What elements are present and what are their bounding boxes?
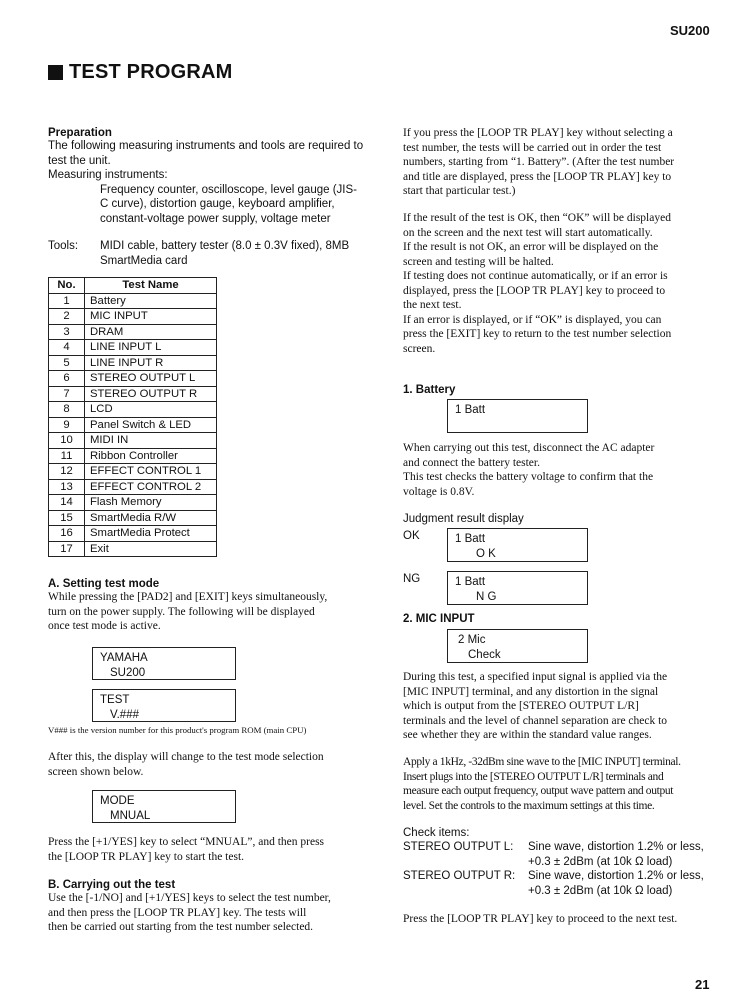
section-b-line: Use the [-1/NO] and [+1/YES] keys to select the test number, xyxy=(48,892,331,904)
section-a-text xyxy=(48,590,368,634)
test-name-cell: Exit xyxy=(85,541,217,557)
section-a-line: While pressing the [PAD2] and [EXIT] keys simultaneously, xyxy=(48,591,328,603)
lcd-display-mode xyxy=(92,790,236,823)
test-number-cell: 17 xyxy=(49,541,85,557)
column-header-test-name: Test Name xyxy=(85,278,217,294)
mic-line: Insert plugs into the [STEREO OUTPUT L/R] terminals and xyxy=(403,770,664,783)
table-row xyxy=(49,324,217,340)
test-number-cell: 14 xyxy=(49,495,85,511)
judgment-label: Judgment result display xyxy=(403,513,524,525)
table-row xyxy=(49,448,217,464)
version-note: V### is the version number for this product's program ROM (main CPU) xyxy=(48,725,307,735)
instruments-line: constant-voltage power supply, voltage meter xyxy=(100,212,331,225)
section-a-after-line: screen shown below. xyxy=(48,765,144,778)
mic-input-final: Press the [LOOP TR PLAY] key to proceed to the next test. xyxy=(403,913,678,925)
section-b xyxy=(48,879,368,935)
table-row xyxy=(49,526,217,542)
check-item-label: STEREO OUTPUT R: xyxy=(403,870,516,882)
lcd-line: SU200 xyxy=(110,666,146,679)
table-row xyxy=(49,293,217,309)
lcd-line: MODE xyxy=(100,795,135,807)
mic-input-heading: 2. MIC INPUT xyxy=(403,613,475,625)
preparation-line: The following measuring instruments and tools are required to xyxy=(48,140,364,152)
lcd-line: V.### xyxy=(110,708,139,721)
intro-line: start that particular test.) xyxy=(403,185,516,197)
test-number-cell: 9 xyxy=(49,417,85,433)
tools-line: MIDI cable, battery tester (8.0 ± 0.3V fixed), 8MB xyxy=(100,240,350,252)
test-name-cell: EFFECT CONTROL 1 xyxy=(85,464,217,480)
test-name-cell: EFFECT CONTROL 2 xyxy=(85,479,217,495)
instruments-line: C curve), distortion gauge, keyboard amplifier, xyxy=(100,198,335,210)
test-number-cell: 1 xyxy=(49,293,85,309)
check-item-line: Sine wave, distortion 1.2% or less, xyxy=(528,841,704,853)
table-row xyxy=(49,417,217,433)
page-title-text: TEST PROGRAM xyxy=(69,61,233,83)
test-name-cell: Ribbon Controller xyxy=(85,448,217,464)
lcd-display-ng xyxy=(447,571,588,605)
battery-text xyxy=(403,441,715,499)
test-name-cell: LINE INPUT L xyxy=(85,340,217,356)
check-item-label: STEREO OUTPUT L: xyxy=(403,841,514,853)
test-number-cell: 6 xyxy=(49,371,85,387)
lcd-line: 1 Batt xyxy=(455,533,486,545)
section-a-after-line: After this, the display will change to the test mode selection xyxy=(48,751,324,763)
section-b-line: then be carried out starting from the test number selected. xyxy=(48,921,314,933)
mic-input-paragraph-1 xyxy=(403,670,715,743)
intro-line: screen and testing will be halted. xyxy=(403,255,554,268)
test-number-cell: 11 xyxy=(49,448,85,464)
test-number-cell: 13 xyxy=(49,479,85,495)
preparation-text xyxy=(48,139,368,183)
test-number-cell: 3 xyxy=(49,324,85,340)
lcd-display-battery xyxy=(447,399,588,433)
section-a-press-line: the [LOOP TR PLAY] key to start the test. xyxy=(48,850,245,863)
instruments-line: Frequency counter, oscilloscope, level gauge (JIS- xyxy=(100,183,357,196)
check-item xyxy=(403,869,723,898)
test-table-wrap xyxy=(48,277,217,557)
intro-line: If an error is displayed, or if “OK” is displayed, you can xyxy=(403,313,662,326)
tools-label: Tools: xyxy=(48,240,79,252)
check-item-line: +0.3 ± 2dBm (at 10k Ω load) xyxy=(528,884,673,897)
test-name-cell: SmartMedia Protect xyxy=(85,526,217,542)
check-item-line: Sine wave, distortion 1.2% or less, xyxy=(528,870,704,882)
test-number-cell: 16 xyxy=(49,526,85,542)
test-number-cell: 2 xyxy=(49,309,85,325)
table-row xyxy=(49,479,217,495)
mic-line: see whether they are within the standard value ranges. xyxy=(403,729,652,741)
intro-line: the next test. xyxy=(403,299,462,311)
test-name-cell: Flash Memory xyxy=(85,495,217,511)
intro-line: press the [EXIT] key to return to the test number selection xyxy=(403,328,672,340)
test-name-cell: LINE INPUT R xyxy=(85,355,217,371)
tools-text xyxy=(100,239,349,268)
section-b-heading: B. Carrying out the test xyxy=(48,879,176,891)
section-a-press-line: Press the [+1/YES] key to select “MNUAL”, and then press xyxy=(48,836,325,848)
mic-line: During this test, a specified input signal is applied via the xyxy=(403,671,668,683)
test-number-cell: 10 xyxy=(49,433,85,449)
lcd-display-yamaha xyxy=(92,647,236,680)
mic-line: terminals and the level of channel separation are check to xyxy=(403,714,668,727)
test-name-cell: STEREO OUTPUT R xyxy=(85,386,217,402)
test-number-cell: 12 xyxy=(49,464,85,480)
preparation-heading: Preparation xyxy=(48,127,112,139)
mic-line: [MIC INPUT] terminal, and any distortion in the signal xyxy=(403,685,659,698)
mic-line: Apply a 1kHz, -32dBm sine wave to the [MIC INPUT] terminal. xyxy=(403,756,681,768)
table-row xyxy=(49,541,217,557)
battery-line: voltage is 0.8V. xyxy=(403,485,475,498)
test-name-cell: MIC INPUT xyxy=(85,309,217,325)
lcd-display-test xyxy=(92,689,236,722)
lcd-line: TEST xyxy=(100,694,130,706)
check-item-values xyxy=(528,869,704,898)
lcd-line: 2 Mic xyxy=(458,634,486,646)
preparation-line: Measuring instruments: xyxy=(48,169,168,181)
test-number-cell: 15 xyxy=(49,510,85,526)
column-header-no: No. xyxy=(49,278,85,294)
intro-line: screen. xyxy=(403,342,436,355)
table-row xyxy=(49,309,217,325)
check-items-list xyxy=(403,840,723,898)
intro-line: If the result is not OK, an error will be displayed on the xyxy=(403,241,659,253)
check-items-label: Check items: xyxy=(403,827,470,839)
section-b-line: and then press the [LOOP TR PLAY] key. The tests will xyxy=(48,906,307,919)
section-a-heading: A. Setting test mode xyxy=(48,578,160,590)
test-name-cell: DRAM xyxy=(85,324,217,340)
lcd-line: YAMAHA xyxy=(100,652,148,664)
test-name-cell: STEREO OUTPUT L xyxy=(85,371,217,387)
intro-paragraph-1 xyxy=(403,126,715,199)
preparation-line: test the unit. xyxy=(48,154,111,167)
test-number-cell: 8 xyxy=(49,402,85,418)
intro-line: test number, the tests will be carried out in order the test xyxy=(403,141,662,154)
section-a xyxy=(48,578,368,634)
lcd-display-mic xyxy=(447,629,588,663)
lcd-line: 1 Batt xyxy=(455,576,486,588)
table-row xyxy=(49,386,217,402)
section-a-press-text xyxy=(48,835,368,864)
test-name-cell: Battery xyxy=(85,293,217,309)
lcd-line: O K xyxy=(476,547,496,560)
table-header-row xyxy=(49,278,217,294)
battery-line: This test checks the battery voltage to confirm that the xyxy=(403,471,654,483)
intro-line: on the screen and the next test will start automatically. xyxy=(403,226,653,239)
table-row xyxy=(49,371,217,387)
tools-line: SmartMedia card xyxy=(100,254,188,267)
intro-line: If you press the [LOOP TR PLAY] key without selecting a xyxy=(403,127,673,139)
table-row xyxy=(49,464,217,480)
intro-line: If testing does not continue automatically, or if an error is xyxy=(403,270,668,282)
lcd-line: Check xyxy=(468,648,501,661)
test-table xyxy=(48,277,217,557)
page-number: 21 xyxy=(695,977,710,992)
intro-line: numbers, starting from “1. Battery”. (After the test number xyxy=(403,156,675,168)
test-number-cell: 7 xyxy=(49,386,85,402)
battery-heading: 1. Battery xyxy=(403,384,456,396)
table-row xyxy=(49,355,217,371)
page-title xyxy=(48,61,233,84)
battery-line: and connect the battery tester. xyxy=(403,456,540,469)
mic-line: which is output from the [STEREO OUTPUT L/R] xyxy=(403,700,639,712)
mic-line: measure each output frequency, output wave pattern and output xyxy=(403,785,674,797)
intro-line: and title are displayed, press the [LOOP TR PLAY] key to xyxy=(403,170,672,183)
mic-line: level. Set the controls to the maximum settings at this time. xyxy=(403,799,655,812)
test-name-cell: SmartMedia R/W xyxy=(85,510,217,526)
lcd-line: N G xyxy=(476,590,497,603)
test-name-cell: Panel Switch & LED xyxy=(85,417,217,433)
test-number-cell: 5 xyxy=(49,355,85,371)
intro-line: displayed, press the [LOOP TR PLAY] key to proceed to xyxy=(403,284,666,297)
check-item-values xyxy=(528,840,704,869)
table-row xyxy=(49,510,217,526)
test-number-cell: 4 xyxy=(49,340,85,356)
table-row xyxy=(49,495,217,511)
lcd-line: MNUAL xyxy=(110,809,151,822)
table-row xyxy=(49,402,217,418)
battery-line: When carrying out this test, disconnect the AC adapter xyxy=(403,442,655,454)
table-row xyxy=(49,433,217,449)
ok-label: OK xyxy=(403,530,420,542)
ng-label: NG xyxy=(403,573,421,585)
test-name-cell: LCD xyxy=(85,402,217,418)
section-a-line: once test mode is active. xyxy=(48,620,161,632)
model-name: SU200 xyxy=(670,23,710,38)
intro-paragraph-2 xyxy=(403,211,715,356)
mic-input-paragraph-2 xyxy=(403,755,717,813)
instruments-list xyxy=(48,183,368,227)
section-a-line: turn on the power supply. The following will be displayed xyxy=(48,605,315,618)
check-item xyxy=(403,840,723,869)
check-item-line: +0.3 ± 2dBm (at 10k Ω load) xyxy=(528,855,673,868)
tools-row xyxy=(48,239,368,268)
lcd-display-ok xyxy=(447,528,588,562)
title-square-icon xyxy=(48,65,63,80)
test-name-cell: MIDI IN xyxy=(85,433,217,449)
section-a-after-text xyxy=(48,750,368,779)
lcd-line: 1 Batt xyxy=(455,404,486,416)
intro-line: If the result of the test is OK, then “OK” will be displayed xyxy=(403,212,671,224)
preparation-section xyxy=(48,127,368,268)
table-row xyxy=(49,340,217,356)
section-b-text xyxy=(48,891,368,935)
